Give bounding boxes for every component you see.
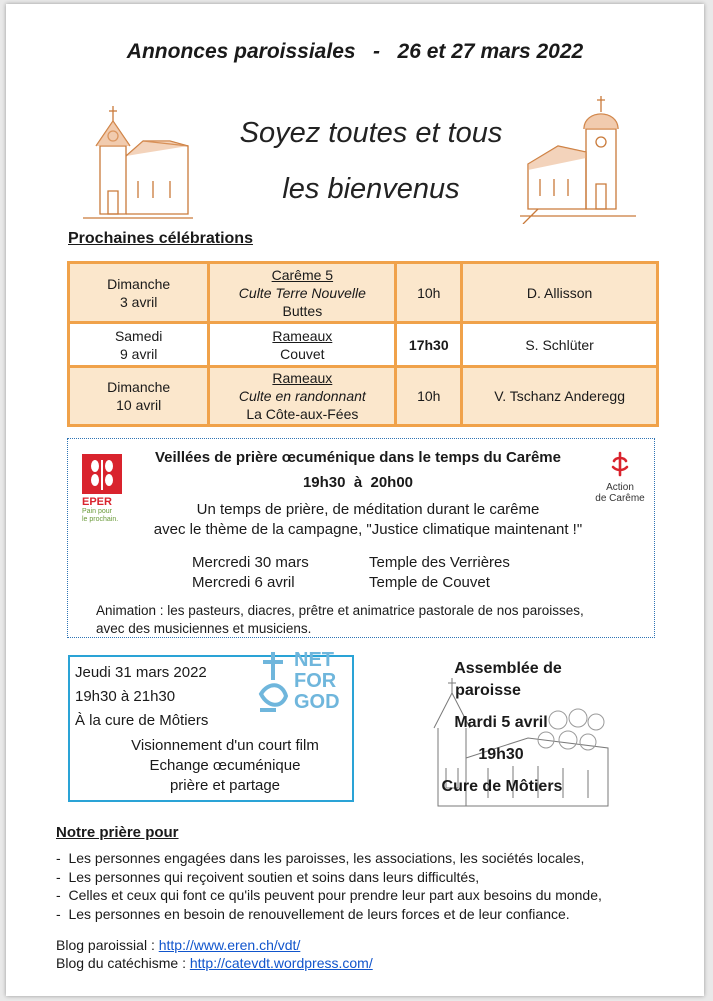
page-title: Annonces paroissiales - 26 et 27 mars 2022 bbox=[126, 40, 584, 63]
day-text: Dimanche bbox=[107, 275, 171, 292]
table-row bbox=[69, 323, 658, 367]
assembly-line-2: paroisse bbox=[455, 682, 521, 699]
cell-time: 17h30 bbox=[396, 323, 462, 367]
nfg-activity-3: prière et partage bbox=[169, 777, 281, 794]
assembly-line-1: Assemblée de bbox=[454, 660, 562, 677]
cell-date bbox=[69, 367, 209, 426]
cell-date bbox=[69, 323, 209, 367]
occasion-text: Rameaux bbox=[272, 327, 333, 344]
vigils-box bbox=[67, 438, 655, 638]
detail-text: Culte en randonnant bbox=[238, 388, 366, 404]
bullet-dash: - bbox=[56, 868, 69, 885]
cell-occasion bbox=[209, 263, 396, 323]
cell-officiant: V. Tschanz Anderegg bbox=[462, 367, 658, 426]
table-row bbox=[69, 367, 658, 426]
cell-date bbox=[69, 263, 209, 323]
nfg-place: À la cure de Môtiers bbox=[75, 712, 209, 729]
place-text: La Côte-aux-Fées bbox=[246, 406, 359, 422]
assembly-place: Cure de Môtiers bbox=[441, 778, 563, 795]
blog-label: Blog paroissial : bbox=[56, 937, 159, 953]
cell-occasion bbox=[209, 367, 396, 426]
cross-fish-icon bbox=[256, 650, 290, 716]
animation-line-1: Animation : les pasteurs, diacres, prêtre et animatrice pastorale de nos paroisses, bbox=[96, 603, 584, 618]
detail-text: Culte Terre Nouvelle bbox=[238, 284, 366, 301]
nfg-time: 19h30 à 21h30 bbox=[75, 688, 176, 705]
net-for-god-logo bbox=[256, 650, 356, 718]
vigil-place-1: Temple des Verrières bbox=[369, 554, 510, 571]
animation-line-2: avec des musiciennes et musiciens. bbox=[96, 621, 312, 636]
cell-officiant: S. Schlüter bbox=[462, 323, 658, 367]
nfg-logo-line-1: NET bbox=[294, 649, 334, 671]
celebrations-heading: Prochaines célébrations bbox=[68, 230, 253, 247]
assembly-time: 19h30 bbox=[478, 746, 524, 763]
list-item-text: Les personnes qui reçoivent soutien et soins dans leurs difficultés, bbox=[68, 868, 480, 885]
eper-tagline-2: le prochain. bbox=[82, 516, 119, 523]
occasion-text: Rameaux bbox=[272, 370, 333, 386]
table-row bbox=[69, 263, 658, 323]
nfg-date: Jeudi 31 mars 2022 bbox=[75, 664, 207, 681]
church-drawing-right bbox=[518, 84, 638, 224]
list-item-text: Les personnes engagées dans les paroisses, les associations, les sociétés locales, bbox=[68, 850, 585, 866]
list-item bbox=[56, 849, 676, 868]
list-item-text: Celles et ceux qui font ce qu'ils peuvent pour prendre leur part aux besoins du monde, bbox=[68, 887, 602, 903]
vigil-date-2: Mercredi 6 avril bbox=[192, 574, 295, 591]
nfg-activity-2: Echange œcuménique bbox=[149, 757, 301, 774]
assembly-date: Mardi 5 avril bbox=[454, 714, 548, 731]
welcome-line-1: Soyez toutes et tous bbox=[239, 117, 503, 149]
catechism-link[interactable]: http://catevdt.wordpress.com/ bbox=[189, 955, 373, 971]
place-text: Buttes bbox=[282, 302, 323, 319]
list-item bbox=[56, 905, 676, 924]
vigils-desc-2: avec le thème de la campagne, "Justice climatique maintenant !" bbox=[153, 521, 583, 538]
cell-officiant: D. Allisson bbox=[462, 263, 658, 323]
bulletin-page bbox=[6, 4, 704, 996]
list-item bbox=[56, 886, 676, 905]
blog-line bbox=[56, 936, 300, 955]
prayer-heading: Notre prière pour bbox=[56, 824, 179, 841]
day-text: Samedi bbox=[114, 327, 163, 344]
nfg-activity-1: Visionnement d'un court film bbox=[131, 737, 319, 754]
date-text: 9 avril bbox=[120, 345, 158, 362]
date-text: 10 avril bbox=[116, 397, 162, 413]
list-item-text: Les personnes en besoin de renouvellement de leurs forces et de leur confiance. bbox=[68, 905, 570, 922]
vigils-hours: 19h30 à 20h00 bbox=[302, 474, 414, 491]
eper-tagline-1: Pain pour bbox=[82, 508, 112, 515]
catechism-line bbox=[56, 954, 373, 973]
cell-time: 10h bbox=[396, 367, 462, 426]
action-careme-logo bbox=[590, 451, 650, 504]
vigils-title: Veillées de prière œcuménique dans le temps du Carême bbox=[155, 449, 561, 466]
wheat-icon bbox=[82, 454, 122, 494]
action-line-2: de Carême bbox=[595, 493, 645, 504]
bullet-dash: - bbox=[56, 850, 69, 866]
nfg-logo-line-3: GOD bbox=[294, 691, 340, 713]
catechism-label: Blog du catéchisme : bbox=[56, 955, 190, 971]
cell-occasion bbox=[209, 323, 396, 367]
bullet-dash: - bbox=[56, 887, 69, 903]
eper-name: EPER bbox=[82, 496, 112, 508]
nfg-logo-line-2: FOR bbox=[294, 670, 337, 692]
action-line-1: Action bbox=[606, 482, 634, 493]
vigil-date-1: Mercredi 30 mars bbox=[192, 554, 309, 571]
occasion-text: Carême 5 bbox=[271, 266, 334, 283]
prayer-list bbox=[56, 849, 676, 923]
date-text: 3 avril bbox=[120, 293, 158, 310]
cell-time: 10h bbox=[396, 263, 462, 323]
celebrations-table bbox=[67, 261, 659, 427]
blog-link[interactable]: http://www.eren.ch/vdt/ bbox=[158, 937, 301, 953]
bullet-dash: - bbox=[56, 905, 69, 922]
place-text: Couvet bbox=[280, 345, 325, 362]
cross-flame-icon bbox=[607, 451, 633, 477]
day-text: Dimanche bbox=[107, 379, 171, 395]
welcome-line-2: les bienvenus bbox=[282, 173, 460, 205]
list-item bbox=[56, 868, 676, 887]
vigils-desc-1: Un temps de prière, de méditation durant le carême bbox=[196, 501, 540, 518]
vigil-place-2: Temple de Couvet bbox=[369, 574, 490, 591]
